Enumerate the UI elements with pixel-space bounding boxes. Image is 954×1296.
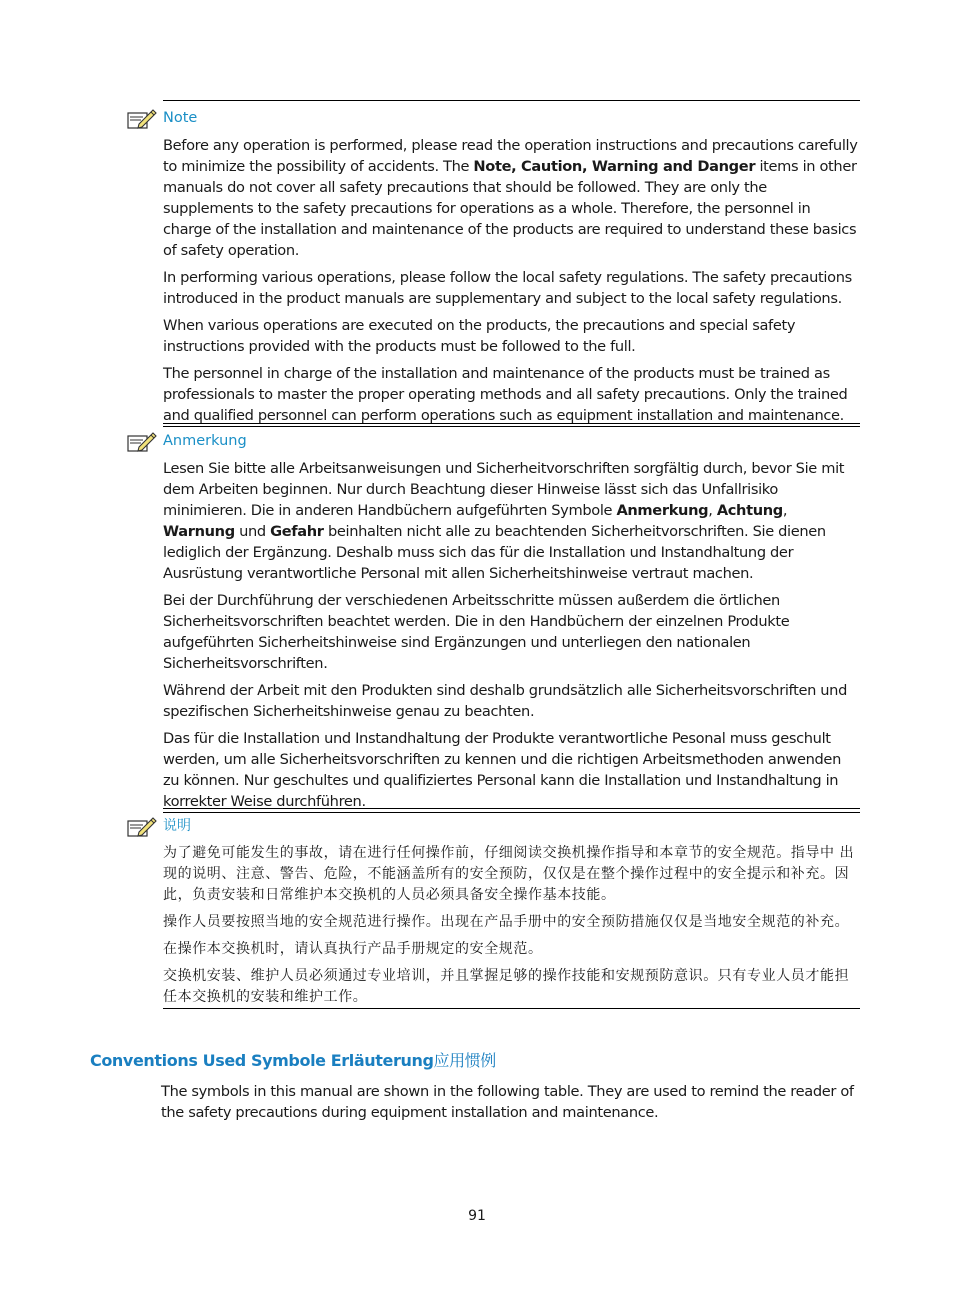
note-paragraph-3: Während der Arbeit mit den Produkten sind deshalb grundsätzlich alle Sicherheitsvorschriften und spezifischen Sicherheitshinweise genau zu beachten. [163,682,847,720]
note-paragraph-4: The personnel in charge of the installation and maintenance of the products must be trained as professionals to master the proper operating methods and all safety precautions. Only the trained and qualified personnel can perform operations such as equipment installation and maintenance. [163,365,848,424]
note-paragraph-2: 操作人员要按照当地的安全规范进行操作。出现在产品手册中的安全预防措施仅仅是当地安全规范的补充。 [163,914,850,930]
note-paragraph-4: 交换机安装、维护人员必须通过专业培训，并且掌握足够的操作技能和安规预防意识。只有专业人员才能担任本交换机的安装和维护工作。 [163,968,850,1005]
note-paragraph-1: 为了避免可能发生的事故，请在进行任何操作前，仔细阅读交换机操作指导和本章节的安全规范。指导中 出现的说明、注意、警告、危险，不能涵盖所有的安全预防，仅仅是在整个操作过程中的安全提示和补充。因此，负责安装和日常维护本交换机的人员必须具备安全操作基本技能。 [163,845,855,903]
note-paragraph-1: Lesen Sie bitte alle Arbeitsanweisungen und Sicherheitvorschriften sorgfältig durch, bevor Sie mit dem Arbeiten beginnen. Nur durch Beachtung dieser Hinweise lässt sich das Unfallrisiko minimieren. Die in anderen Handbüchern aufgeführten Symbole Anmerkung, Achtung, Warnung und Gefahr beinhalten nicht alle zu beachtenden Sicherheitvorschriften. Sie dienen lediglich der Ergänzung. Deshalb muss sich das für die Installation und Instandhaltung der Ausrüstung verantwortliche Personal mit allen Sicherheitshinweise vertraut machen. [163,460,845,582]
note-pencil-icon [127,431,157,455]
section-heading [90,1048,496,1071]
note-paragraph-2: In performing various operations, please follow the local safety regulations. The safety precautions introduced in the product manuals are supplementary and subject to the local safety regulations. [163,269,852,307]
section-heading-en: Conventions Used Symbole Erläuterung [90,1051,434,1070]
note-heading: 说明 [163,818,191,834]
page-number: 91 [468,1208,486,1224]
note-paragraph-1: Before any operation is performed, please read the operation instructions and precautions carefully to minimize the possibility of accidents. The Note, Caution, Warning and Danger items in other manuals do not cover all safety precautions that should be followed. They are only the supplements to the safety precautions for operations as a whole. Therefore, the personnel in charge of the installation and maintenance of the products are required to understand these basics of safety operation. [163,137,858,259]
note-heading: Note [163,110,198,126]
note-paragraph-4: Das für die Installation und Instandhaltung der Produkte verantwortliche Pesonal muss geschult werden, um alle Sicherheitsvorschriften zu kennen und die richtigen Arbeitsmethoden anwenden zu können. Nur geschultes und qualifiziertes Personal kann die Installation und Instandhaltung in korrekter Weise durchführen. [163,730,841,810]
section-body-text: The symbols in this manual are shown in the following table. They are used to remind the reader of the safety precautions during equipment installation and maintenance. [161,1083,854,1121]
note-paragraph-3: 在操作本交换机时，请认真执行产品手册规定的安全规范。 [163,941,543,957]
note-pencil-icon [127,816,157,840]
note-paragraph-2: Bei der Durchführung der verschiedenen Arbeitsschritte müssen außerdem die örtlichen Sicherheitsvorschriften beachtet werden. Die in den Handbüchern der einzelnen Produkte aufgeführten Sicherheitshinweise sind Ergänzungen und unterliegen den nationalen Sicherheitsvorschriften. [163,592,790,672]
note-pencil-icon [127,108,157,132]
note-english [163,100,860,427]
section-heading-zh: 应用惯例 [433,1051,496,1070]
note-heading: Anmerkung [163,433,247,449]
note-chinese [163,808,860,1009]
note-paragraph-3: When various operations are executed on the products, the precautions and special safety instructions provided with the products must be followed to the full. [163,317,796,355]
note-german [163,423,860,813]
